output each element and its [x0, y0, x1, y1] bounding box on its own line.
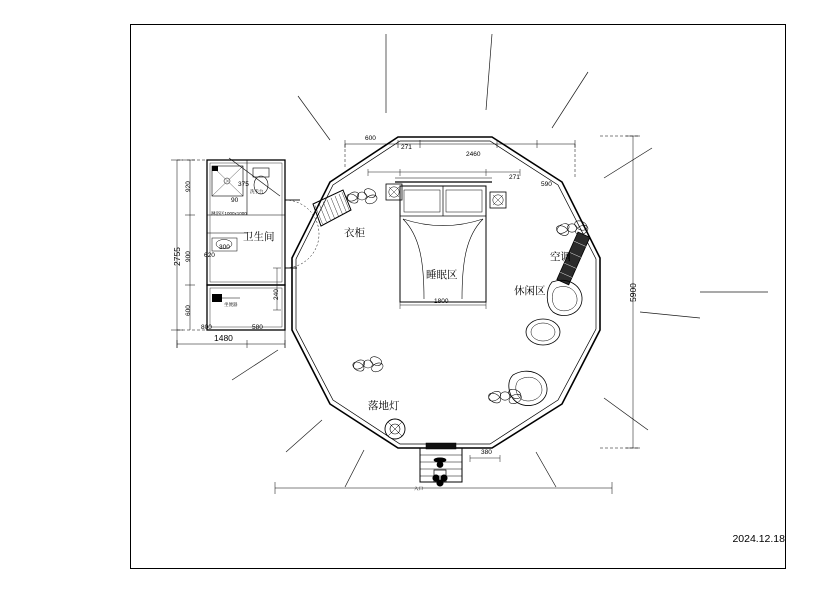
dim-bottom-2: 580 [252, 324, 263, 331]
dim-top-2: 271 [401, 144, 412, 151]
note-entrance: 入口 [414, 486, 423, 491]
dim-door-width: 380 [481, 449, 492, 456]
dim-bottom-1: 800 [201, 324, 212, 331]
dim-corridor-height: 240 [273, 289, 280, 300]
dim-sink-2: 620 [204, 252, 215, 259]
dim-bed-width: 1800 [434, 298, 449, 305]
note-toilet: 坐便器 [224, 302, 238, 307]
label-bathroom: 卫生间 [243, 231, 275, 243]
dim-overall-height: 5900 [628, 283, 638, 302]
label-floor-lamp: 落地灯 [368, 400, 400, 412]
dim-top-3: 2460 [466, 151, 481, 158]
dim-shower-2: 90 [231, 197, 239, 204]
note-washbasin: 洗手台 [250, 189, 264, 194]
note-shower-area: 淋浴区1000x1000 [211, 211, 247, 216]
dim-sink-1: 300 [219, 244, 230, 251]
dim-shower-1: 375 [238, 181, 249, 188]
label-wardrobe: 衣柜 [344, 227, 365, 239]
dim-left-3: 600 [185, 305, 192, 316]
dim-left-1: 920 [185, 181, 192, 192]
dim-top-4: 271 [509, 174, 520, 181]
label-ac-unit: 空调 [550, 251, 571, 263]
label-sleep-area: 睡眠区 [426, 269, 458, 281]
dim-top-1: 600 [365, 135, 376, 142]
dim-bath-total-height: 2755 [172, 247, 182, 266]
label-lounge: 休闲区 [514, 285, 546, 297]
dim-top-5: 590 [541, 181, 552, 188]
dim-left-2: 900 [185, 251, 192, 262]
date-stamp: 2024.12.18 [732, 533, 785, 545]
dim-bath-total-width: 1480 [214, 333, 233, 343]
